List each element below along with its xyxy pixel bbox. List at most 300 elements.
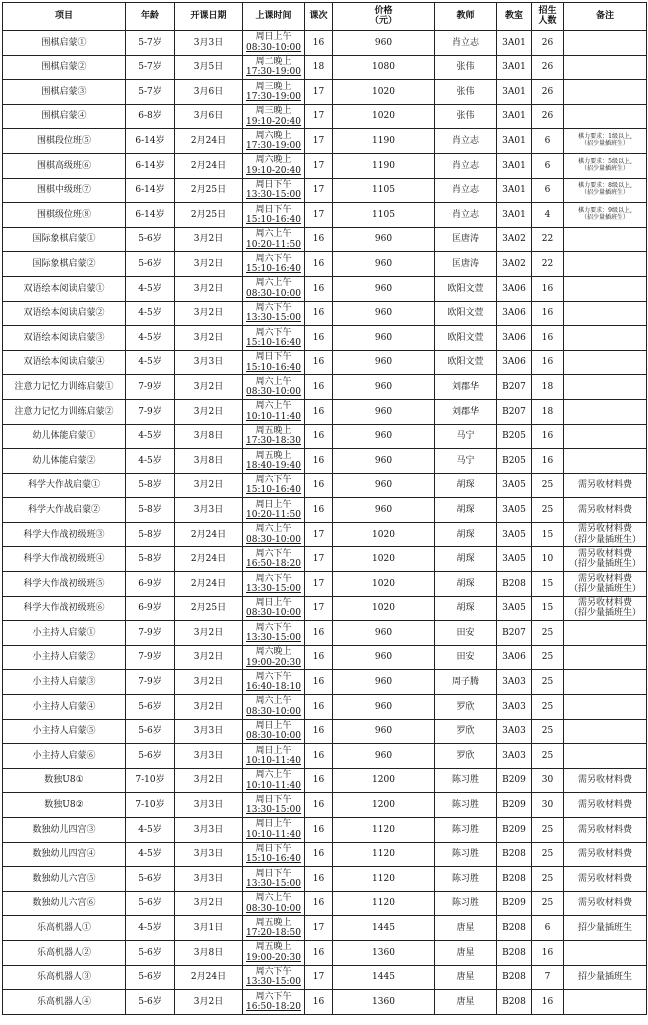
start-date-cell: 3月3日 xyxy=(175,498,243,523)
note-cell xyxy=(564,31,647,56)
class-time-range: 15:10-16:40 xyxy=(246,362,301,373)
price-cell: 1020 xyxy=(333,104,435,129)
class-time-day: 周六上午 xyxy=(255,770,292,781)
class-time-day: 周六上午 xyxy=(255,229,292,240)
teacher-cell: 陈习胜 xyxy=(435,768,497,793)
sessions-cell: 16 xyxy=(305,990,333,1015)
header-price-line1: 价格 xyxy=(374,6,393,17)
price-cell: 1445 xyxy=(333,965,435,990)
course-schedule-sheet xyxy=(2,2,646,1023)
start-date-cell: 3月3日 xyxy=(175,744,243,769)
table-row xyxy=(3,695,647,720)
course-name-cell: 乐高机器人① xyxy=(3,916,126,941)
note-cell xyxy=(564,965,647,990)
note-cell xyxy=(564,522,647,547)
room-cell: B208 xyxy=(497,572,532,597)
start-date-cell: 3月6日 xyxy=(175,104,243,129)
sessions-cell: 16 xyxy=(305,449,333,474)
class-time-day: 周六下午 xyxy=(255,253,292,264)
note-cell xyxy=(564,153,647,178)
teacher-cell: 胡琛 xyxy=(435,473,497,498)
price-cell: 960 xyxy=(333,670,435,695)
teacher-cell: 刘郡华 xyxy=(435,399,497,424)
class-time-range: 08:30-10:00 xyxy=(246,731,301,742)
table-row xyxy=(3,129,647,154)
enrollment-cell: 25 xyxy=(532,719,564,744)
course-name-cell: 国际象棋启蒙① xyxy=(3,227,126,252)
start-date-cell: 3月3日 xyxy=(175,350,243,375)
enrollment-cell: 26 xyxy=(532,31,564,56)
price-cell: 1360 xyxy=(333,990,435,1015)
teacher-cell: 马宁 xyxy=(435,449,497,474)
price-cell: 960 xyxy=(333,31,435,56)
note-line1: 需另收材料费 xyxy=(577,504,632,515)
class-time-range: 10:10-11:40 xyxy=(246,756,301,767)
age-cell: 6-8岁 xyxy=(126,104,175,129)
teacher-cell: 陈习胜 xyxy=(435,867,497,892)
enrollment-cell: 16 xyxy=(532,326,564,351)
note-line1: 需另收材料费 xyxy=(577,775,632,786)
class-time-cell xyxy=(243,621,305,646)
note-line2: （招少量插班生） xyxy=(568,534,641,545)
course-name-cell: 幼儿体能启蒙① xyxy=(3,424,126,449)
header-sessions: 课次 xyxy=(305,3,333,31)
start-date-cell: 3月2日 xyxy=(175,375,243,400)
table-row xyxy=(3,153,647,178)
class-time-day: 周六下午 xyxy=(255,622,292,633)
room-cell: B208 xyxy=(497,965,532,990)
sessions-cell: 16 xyxy=(305,940,333,965)
note-line1: 招少量插班生 xyxy=(577,923,632,933)
course-name-cell: 科学大作战初级班③ xyxy=(3,522,126,547)
age-cell: 4-5岁 xyxy=(126,301,175,326)
teacher-cell: 胡琛 xyxy=(435,547,497,572)
class-time-day: 周日上午 xyxy=(255,32,292,43)
age-cell: 5-7岁 xyxy=(126,80,175,105)
enrollment-cell: 22 xyxy=(532,227,564,252)
sessions-cell: 16 xyxy=(305,670,333,695)
table-row xyxy=(3,572,647,597)
sessions-cell: 16 xyxy=(305,326,333,351)
table-row xyxy=(3,990,647,1015)
room-cell: 3A01 xyxy=(497,80,532,105)
price-cell: 1020 xyxy=(333,547,435,572)
note-cell xyxy=(564,793,647,818)
course-name-cell: 科学大作战启蒙② xyxy=(3,498,126,523)
room-cell: B209 xyxy=(497,793,532,818)
class-time-range: 17:30-19:00 xyxy=(246,67,301,78)
table-row xyxy=(3,621,647,646)
note-cell xyxy=(564,818,647,843)
class-time-cell xyxy=(243,596,305,621)
class-time-range: 10:20-11:50 xyxy=(246,239,301,250)
note-cell xyxy=(564,670,647,695)
class-time-range: 15:10-16:40 xyxy=(246,214,301,225)
sessions-cell: 17 xyxy=(305,129,333,154)
age-cell: 4-5岁 xyxy=(126,276,175,301)
class-time-cell xyxy=(243,350,305,375)
sessions-cell: 16 xyxy=(305,695,333,720)
teacher-cell: 刘郡华 xyxy=(435,375,497,400)
note-cell xyxy=(564,375,647,400)
class-time-cell xyxy=(243,31,305,56)
enrollment-cell: 30 xyxy=(532,768,564,793)
age-cell: 7-9岁 xyxy=(126,375,175,400)
class-time-day: 周六下午 xyxy=(255,302,292,313)
sessions-cell: 17 xyxy=(305,104,333,129)
price-cell: 1190 xyxy=(333,129,435,154)
enrollment-cell: 7 xyxy=(532,965,564,990)
class-time-cell xyxy=(243,252,305,277)
course-name-cell: 双语绘本阅读启蒙③ xyxy=(3,326,126,351)
table-row xyxy=(3,940,647,965)
course-name-cell: 围棋段位班⑤ xyxy=(3,129,126,154)
enrollment-cell: 16 xyxy=(532,350,564,375)
age-cell: 5-8岁 xyxy=(126,522,175,547)
course-name-cell: 科学大作战初级班⑥ xyxy=(3,596,126,621)
room-cell: B207 xyxy=(497,375,532,400)
class-time-day: 周六下午 xyxy=(255,991,292,1002)
teacher-cell: 唐星 xyxy=(435,916,497,941)
note-line1: 棋力要求：1级以上, xyxy=(578,133,632,141)
price-cell: 1020 xyxy=(333,572,435,597)
age-cell: 6-14岁 xyxy=(126,178,175,203)
teacher-cell: 田安 xyxy=(435,621,497,646)
room-cell: B209 xyxy=(497,891,532,916)
age-cell: 7-9岁 xyxy=(126,621,175,646)
sessions-cell: 16 xyxy=(305,31,333,56)
class-time-cell xyxy=(243,990,305,1015)
note-cell xyxy=(564,645,647,670)
course-name-cell: 小主持人启蒙④ xyxy=(3,695,126,720)
class-time-cell xyxy=(243,940,305,965)
price-cell: 1200 xyxy=(333,768,435,793)
class-time-cell xyxy=(243,129,305,154)
course-name-cell: 围棋中级班⑦ xyxy=(3,178,126,203)
course-name-cell: 注意力记忆力训练启蒙② xyxy=(3,399,126,424)
class-time-cell xyxy=(243,572,305,597)
age-cell: 7-10岁 xyxy=(126,793,175,818)
age-cell: 4-5岁 xyxy=(126,424,175,449)
teacher-cell: 肖立志 xyxy=(435,129,497,154)
age-cell: 5-6岁 xyxy=(126,227,175,252)
price-cell: 1445 xyxy=(333,916,435,941)
class-time-day: 周五晚上 xyxy=(255,450,292,461)
room-cell: 3A05 xyxy=(497,473,532,498)
enrollment-cell: 16 xyxy=(532,990,564,1015)
class-time-day: 周六上午 xyxy=(255,376,292,387)
course-name-cell: 科学大作战初级班④ xyxy=(3,547,126,572)
note-cell xyxy=(564,178,647,203)
note-line1: 棋力要求：9级以上, xyxy=(578,207,632,215)
age-cell: 5-6岁 xyxy=(126,252,175,277)
table-row xyxy=(3,424,647,449)
room-cell: 3A01 xyxy=(497,178,532,203)
class-time-range: 13:30-15:00 xyxy=(246,977,301,988)
course-name-cell: 注意力记忆力训练启蒙① xyxy=(3,375,126,400)
class-time-cell xyxy=(243,547,305,572)
note-line1: 需另收材料费 xyxy=(577,824,632,835)
sessions-cell: 17 xyxy=(305,522,333,547)
sessions-cell: 16 xyxy=(305,744,333,769)
table-row xyxy=(3,80,647,105)
table-row xyxy=(3,768,647,793)
start-date-cell: 3月3日 xyxy=(175,867,243,892)
course-name-cell: 乐高机器人② xyxy=(3,940,126,965)
age-cell: 6-14岁 xyxy=(126,153,175,178)
enrollment-cell: 25 xyxy=(532,695,564,720)
note-line1: 需另收材料费 xyxy=(577,573,632,584)
note-line1: 需另收材料费 xyxy=(577,524,632,535)
start-date-cell: 3月2日 xyxy=(175,473,243,498)
table-row xyxy=(3,867,647,892)
age-cell: 7-9岁 xyxy=(126,399,175,424)
table-row xyxy=(3,55,647,80)
note-cell xyxy=(564,621,647,646)
start-date-cell: 3月2日 xyxy=(175,252,243,277)
start-date-cell: 3月2日 xyxy=(175,695,243,720)
teacher-cell: 欧阳文萱 xyxy=(435,350,497,375)
enrollment-cell: 25 xyxy=(532,891,564,916)
sessions-cell: 17 xyxy=(305,80,333,105)
age-cell: 6-9岁 xyxy=(126,572,175,597)
sessions-cell: 16 xyxy=(305,424,333,449)
price-cell: 1105 xyxy=(333,178,435,203)
note-cell xyxy=(564,596,647,621)
age-cell: 7-10岁 xyxy=(126,768,175,793)
age-cell: 7-9岁 xyxy=(126,670,175,695)
class-time-cell xyxy=(243,522,305,547)
sessions-cell: 16 xyxy=(305,473,333,498)
course-name-cell: 双语绘本阅读启蒙① xyxy=(3,276,126,301)
class-time-cell xyxy=(243,276,305,301)
table-row xyxy=(3,350,647,375)
sessions-cell: 16 xyxy=(305,375,333,400)
class-time-cell xyxy=(243,695,305,720)
sessions-cell: 16 xyxy=(305,276,333,301)
table-row xyxy=(3,498,647,523)
price-cell: 960 xyxy=(333,744,435,769)
class-time-cell xyxy=(243,744,305,769)
class-time-cell xyxy=(243,768,305,793)
table-row xyxy=(3,301,647,326)
course-name-cell: 幼儿体能启蒙② xyxy=(3,449,126,474)
enrollment-cell: 4 xyxy=(532,203,564,228)
sessions-cell: 16 xyxy=(305,793,333,818)
table-row xyxy=(3,719,647,744)
class-time-cell xyxy=(243,965,305,990)
class-time-day: 周日上午 xyxy=(255,499,292,510)
table-row xyxy=(3,744,647,769)
price-cell: 1020 xyxy=(333,522,435,547)
room-cell: 3A01 xyxy=(497,55,532,80)
start-date-cell: 3月2日 xyxy=(175,227,243,252)
class-time-day: 周六晚上 xyxy=(255,647,292,658)
class-time-day: 周日下午 xyxy=(255,868,292,879)
class-time-cell xyxy=(243,818,305,843)
start-date-cell: 2月24日 xyxy=(175,572,243,597)
enrollment-cell: 25 xyxy=(532,621,564,646)
enrollment-cell: 15 xyxy=(532,596,564,621)
teacher-cell: 罗欣 xyxy=(435,719,497,744)
price-cell: 960 xyxy=(333,252,435,277)
table-row xyxy=(3,965,647,990)
header-note: 备注 xyxy=(564,3,647,31)
room-cell: 3A06 xyxy=(497,276,532,301)
room-cell: 3A01 xyxy=(497,31,532,56)
header-price xyxy=(333,3,435,31)
teacher-cell: 陈习胜 xyxy=(435,842,497,867)
age-cell: 6-9岁 xyxy=(126,596,175,621)
start-date-cell: 3月2日 xyxy=(175,301,243,326)
teacher-cell: 肖立志 xyxy=(435,31,497,56)
table-row xyxy=(3,547,647,572)
note-line1: 需另收材料费 xyxy=(577,480,632,491)
course-name-cell: 小主持人启蒙① xyxy=(3,621,126,646)
header-class-time: 上课时间 xyxy=(243,3,305,31)
room-cell: 3A01 xyxy=(497,129,532,154)
note-cell xyxy=(564,399,647,424)
room-cell: 3A06 xyxy=(497,301,532,326)
class-time-cell xyxy=(243,301,305,326)
class-time-range: 10:10-11:40 xyxy=(246,780,301,791)
sessions-cell: 16 xyxy=(305,350,333,375)
enrollment-cell: 18 xyxy=(532,399,564,424)
sessions-cell: 16 xyxy=(305,719,333,744)
note-line2: （招少量插班生） xyxy=(580,164,629,172)
course-name-cell: 数独幼儿四宫④ xyxy=(3,842,126,867)
sessions-cell: 16 xyxy=(305,842,333,867)
class-time-range: 19:10-20:40 xyxy=(246,116,301,127)
age-cell: 4-5岁 xyxy=(126,818,175,843)
room-cell: 3A05 xyxy=(497,522,532,547)
table-row xyxy=(3,522,647,547)
start-date-cell: 3月6日 xyxy=(175,80,243,105)
course-name-cell: 国际象棋启蒙② xyxy=(3,252,126,277)
class-time-range: 13:30-15:00 xyxy=(246,878,301,889)
age-cell: 4-5岁 xyxy=(126,350,175,375)
age-cell: 5-6岁 xyxy=(126,695,175,720)
class-time-cell xyxy=(243,153,305,178)
sessions-cell: 16 xyxy=(305,891,333,916)
sessions-cell: 17 xyxy=(305,596,333,621)
course-name-cell: 围棋启蒙② xyxy=(3,55,126,80)
price-cell: 960 xyxy=(333,473,435,498)
age-cell: 5-6岁 xyxy=(126,965,175,990)
price-cell: 960 xyxy=(333,424,435,449)
age-cell: 5-7岁 xyxy=(126,31,175,56)
note-line1: 需另收材料费 xyxy=(577,898,632,909)
table-row xyxy=(3,276,647,301)
age-cell: 4-5岁 xyxy=(126,842,175,867)
header-name: 项目 xyxy=(3,3,126,31)
class-time-cell xyxy=(243,498,305,523)
class-time-cell xyxy=(243,178,305,203)
teacher-cell: 肖立志 xyxy=(435,178,497,203)
header-enroll-line1: 招生 xyxy=(538,6,557,17)
class-time-day: 周六下午 xyxy=(255,967,292,978)
class-time-day: 周日下午 xyxy=(255,794,292,805)
class-time-cell xyxy=(243,326,305,351)
table-row xyxy=(3,645,647,670)
note-cell xyxy=(564,719,647,744)
sessions-cell: 17 xyxy=(305,572,333,597)
note-line2: （招少量插班生） xyxy=(580,140,629,148)
note-cell xyxy=(564,449,647,474)
class-time-cell xyxy=(243,399,305,424)
class-time-range: 08:30-10:00 xyxy=(246,534,301,545)
teacher-cell: 匡唐涛 xyxy=(435,252,497,277)
start-date-cell: 2月24日 xyxy=(175,547,243,572)
note-cell xyxy=(564,203,647,228)
start-date-cell: 2月25日 xyxy=(175,178,243,203)
room-cell: B208 xyxy=(497,842,532,867)
class-time-day: 周日上午 xyxy=(255,745,292,756)
class-time-range: 15:10-16:40 xyxy=(246,854,301,865)
class-time-range: 18:40-19:40 xyxy=(246,460,301,471)
table-row xyxy=(3,793,647,818)
sessions-cell: 16 xyxy=(305,621,333,646)
class-time-cell xyxy=(243,424,305,449)
table-row xyxy=(3,891,647,916)
room-cell: B209 xyxy=(497,818,532,843)
price-cell: 960 xyxy=(333,645,435,670)
enrollment-cell: 15 xyxy=(532,522,564,547)
course-name-cell: 数独幼儿六宫⑤ xyxy=(3,867,126,892)
course-name-cell: 乐高机器人④ xyxy=(3,990,126,1015)
table-body xyxy=(3,31,647,1015)
class-time-range: 17:30-18:30 xyxy=(246,436,301,447)
class-time-range: 13:30-15:00 xyxy=(246,633,301,644)
note-line1: 招少量插班生 xyxy=(577,972,632,983)
age-cell: 4-5岁 xyxy=(126,449,175,474)
class-time-range: 19:10-20:40 xyxy=(246,165,301,176)
sessions-cell: 17 xyxy=(305,178,333,203)
course-name-cell: 乐高机器人③ xyxy=(3,965,126,990)
enrollment-cell: 18 xyxy=(532,375,564,400)
sessions-cell: 18 xyxy=(305,55,333,80)
table-row xyxy=(3,916,647,941)
class-time-day: 周六下午 xyxy=(255,475,292,486)
note-cell xyxy=(564,768,647,793)
class-time-day: 周六上午 xyxy=(255,893,292,904)
class-time-range: 13:30-15:00 xyxy=(246,583,301,594)
room-cell: B208 xyxy=(497,916,532,941)
price-cell: 960 xyxy=(333,301,435,326)
class-time-day: 周六下午 xyxy=(255,671,292,682)
header-enroll-line2: 人数 xyxy=(538,15,557,26)
class-time-day: 周六上午 xyxy=(255,696,292,707)
enrollment-cell: 16 xyxy=(532,449,564,474)
age-cell: 5-8岁 xyxy=(126,498,175,523)
class-time-day: 周六下午 xyxy=(255,327,292,338)
teacher-cell: 张伟 xyxy=(435,104,497,129)
table-row xyxy=(3,670,647,695)
class-time-range: 15:10-16:40 xyxy=(246,337,301,348)
enrollment-cell: 16 xyxy=(532,424,564,449)
start-date-cell: 3月3日 xyxy=(175,31,243,56)
note-line2: （招少量插班生） xyxy=(568,608,641,619)
teacher-cell: 周子腾 xyxy=(435,670,497,695)
room-cell: 3A01 xyxy=(497,153,532,178)
room-cell: 3A06 xyxy=(497,326,532,351)
start-date-cell: 3月8日 xyxy=(175,449,243,474)
room-cell: 3A02 xyxy=(497,252,532,277)
room-cell: B205 xyxy=(497,424,532,449)
room-cell: 3A02 xyxy=(497,227,532,252)
class-time-day: 周六下午 xyxy=(255,548,292,559)
price-cell: 960 xyxy=(333,326,435,351)
